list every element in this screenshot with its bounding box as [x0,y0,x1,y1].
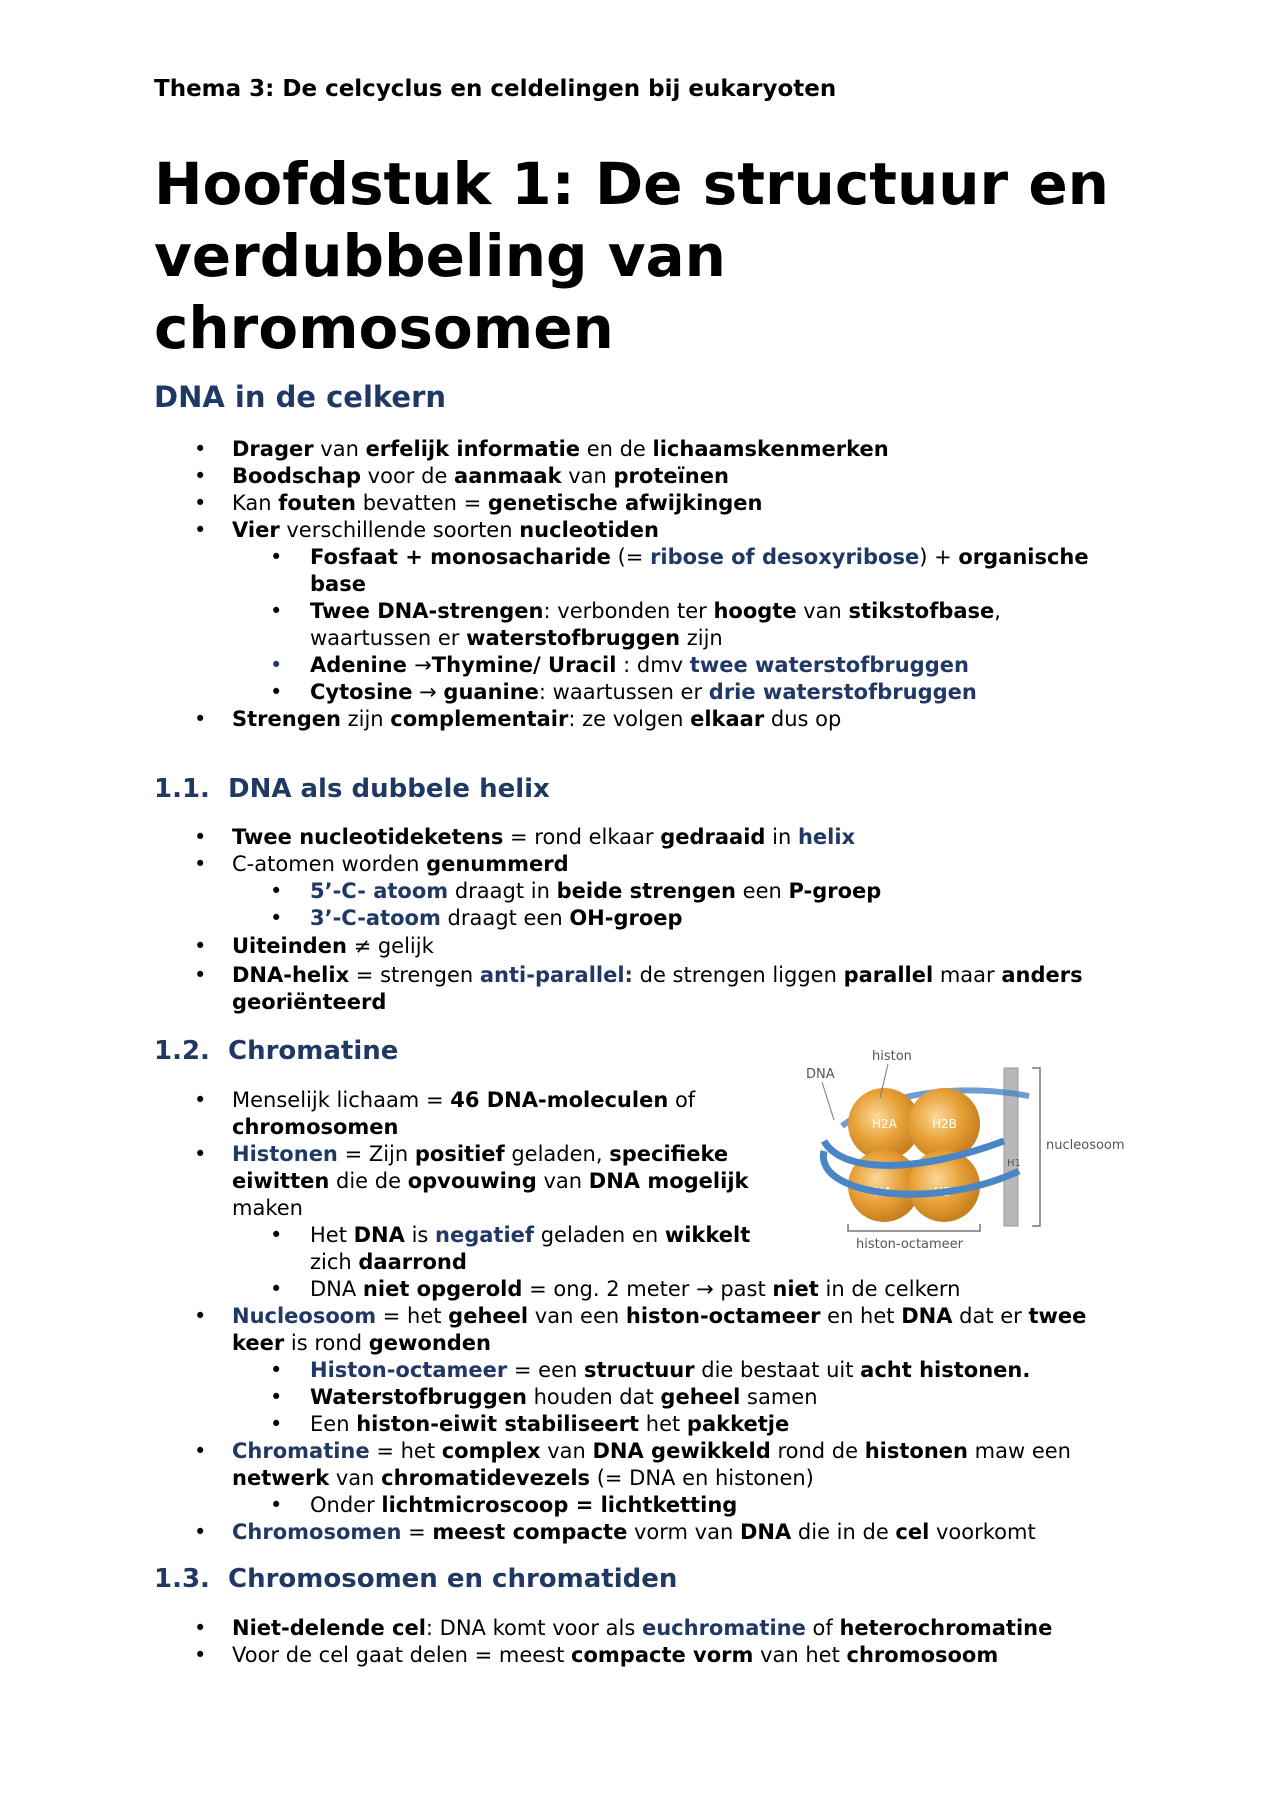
chapter-title-line: chromosomen [154,294,614,362]
list-item: Een histon-eiwit stabiliseert het pakketje [310,1412,790,1436]
bullet: • [194,464,207,488]
bullet: • [194,1439,207,1463]
list-item-continuation: base [310,572,366,596]
theme-header: Thema 3: De celcyclus en celdelingen bij eukaryoten [154,76,837,102]
bullet: • [194,934,207,958]
list-item: Histonen = Zijn positief geladen, specifieke [232,1142,729,1166]
bullet: • [270,1358,283,1382]
octamer-bracket [848,1224,980,1231]
list-item: 5’-C- atoom draagt in beide strengen een P-groep [310,879,882,903]
bullet: • [194,963,207,987]
bullet: • [270,879,283,903]
list-item-continuation: netwerk van chromatidevezels (= DNA en histonen) [232,1466,814,1490]
bullet: • [270,680,283,704]
list-item-continuation: zich daarrond [310,1250,467,1274]
nucleosome-bracket [1032,1068,1040,1226]
bullet: • [194,1643,207,1667]
list-item: Niet-delende cel: DNA komt voor als euchromatine of heterochromatine [232,1616,1053,1640]
list-item: Nucleosoom = het geheel van een histon-octameer en het DNA dat er twee [232,1304,1087,1328]
h4-label: H4 [874,1185,891,1199]
bullet: • [270,1412,283,1436]
section-heading: DNA in de celkern [154,380,447,414]
list-item: Fosfaat + monosacharide (= ribose of desoxyribose) + organische [310,545,1089,569]
bullet: • [270,1277,283,1301]
dna-strand [824,1141,1004,1165]
nucleosome-illustration [804,1046,1134,1256]
list-item: Waterstofbruggen houden dat geheel samen [310,1385,818,1409]
nucleosoom-label: nucleosoom [1046,1138,1125,1153]
bullet: • [194,1142,207,1166]
list-item: Strengen zijn complementair: ze volgen elkaar dus op [232,707,842,731]
bullet: • [270,906,283,930]
h1-label: H1 [1007,1158,1021,1169]
list-item: C-atomen worden genummerd [232,852,569,876]
bullet: • [270,653,283,677]
histon-label: histon [872,1049,912,1064]
list-item: Chromosomen = meest compacte vorm van DNA die in de cel voorkomt [232,1520,1036,1544]
bullet: • [194,1616,207,1640]
list-item: Uiteinden ≠ gelijk [232,934,434,958]
list-item-continuation: georiënteerd [232,990,387,1014]
list-item: DNA niet opgerold = ong. 2 meter → past niet in de celkern [310,1277,961,1301]
list-item: Drager van erfelijk informatie en de lichaamskenmerken [232,437,889,461]
list-item: Voor de cel gaat delen = meest compacte vorm van het chromosoom [232,1643,999,1667]
subsection-heading: 1.1. DNA als dubbele helix [154,774,550,804]
bullet: • [194,437,207,461]
h3-label: H3 [934,1185,951,1199]
h2b-label: H2B [932,1117,957,1131]
list-item: Twee nucleotideketens = rond elkaar gedraaid in helix [232,825,856,849]
bullet: • [270,545,283,569]
list-item-continuation: keer is rond gewonden [232,1331,491,1355]
list-item-continuation: chromosomen [232,1115,399,1139]
subsection-heading: 1.2. Chromatine [154,1036,399,1066]
list-item: Vier verschillende soorten nucleotiden [232,518,659,542]
list-item: Menselijk lichaam = 46 DNA-moleculen of [232,1088,696,1112]
bullet: • [194,1520,207,1544]
bullet: • [194,1304,207,1328]
list-item: Histon-octameer = een structuur die bestaat uit acht histonen. [310,1358,1031,1382]
chapter-title [154,148,1154,364]
list-item: Het DNA is negatief geladen en wikkelt [310,1223,751,1247]
list-item: Boodschap voor de aanmaak van proteïnen [232,464,729,488]
bullet: • [194,707,207,731]
bullet: • [194,825,207,849]
bullet: • [270,1493,283,1517]
bullet: • [194,491,207,515]
list-item: Chromatine = het complex van DNA gewikkeld rond de histonen maw een [232,1439,1071,1463]
list-item-continuation: maken [232,1196,303,1220]
list-item: 3’-C-atoom draagt een OH-groep [310,906,683,930]
subsection-heading: 1.3. Chromosomen en chromatiden [154,1564,678,1594]
bullet: • [270,599,283,623]
list-item: Kan fouten bevatten = genetische afwijkingen [232,491,763,515]
bullet: • [270,1385,283,1409]
dna-label: DNA [806,1067,835,1082]
histon-octameer-label: histon-octameer [856,1237,964,1252]
bullet: • [194,1088,207,1112]
list-item: Cytosine → guanine: waartussen er drie waterstofbruggen [310,680,977,704]
bullet: • [270,1223,283,1247]
nucleosome-diagram [804,1046,1134,1256]
list-item-continuation: eiwitten die de opvouwing van DNA mogelijk [232,1169,749,1193]
h2a-label: H2A [872,1117,897,1131]
chapter-title-line: verdubbeling van [154,222,726,290]
bullet: • [194,518,207,542]
list-item: Twee DNA-strengen: verbonden ter hoogte van stikstofbase, [310,599,1001,623]
list-item-continuation: waartussen er waterstofbruggen zijn [310,626,723,650]
bullet: • [194,852,207,876]
list-item: Adenine →Thymine/ Uracil : dmv twee waterstofbruggen [310,653,969,677]
list-item: Onder lichtmicroscoop = lichtketting [310,1493,738,1517]
chapter-title-line: Hoofdstuk 1: De structuur en [154,150,1109,218]
list-item: DNA-helix = strengen anti-parallel: de strengen liggen parallel maar anders [232,963,1083,987]
